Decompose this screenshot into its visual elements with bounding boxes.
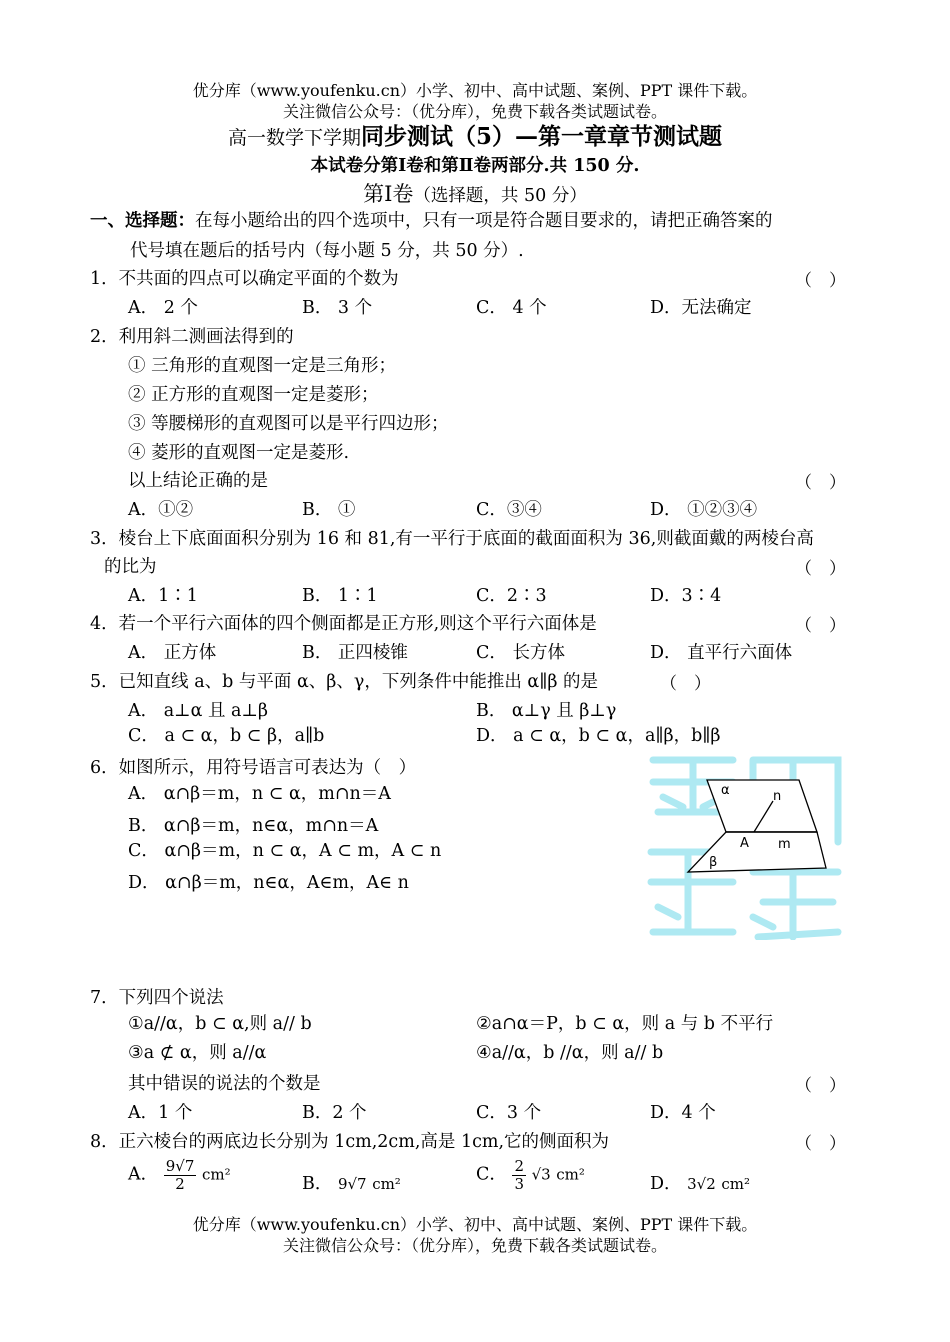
q4-text: 若一个平行六面体的四个侧面都是正方形,则这个平行六面体是 bbox=[118, 614, 597, 634]
q1-option-d: D．无法确定 bbox=[650, 298, 752, 318]
q7-option-a: A．1 个 bbox=[128, 1103, 193, 1123]
q8-option-b-value: 9√7 bbox=[337, 1175, 367, 1193]
label-m: m bbox=[778, 837, 791, 852]
q1-number: 1． bbox=[90, 269, 119, 289]
q1-option-a: A． 2 个 bbox=[128, 298, 198, 318]
footer-line-1: 优分库（www.youfenku.cn）小学、初中、高中试题、案例、PPT 课件下载。 bbox=[192, 1215, 758, 1234]
q2-statement-3: ③ 等腰梯形的直观图可以是平行四边形； bbox=[128, 414, 449, 434]
section-text-1: 在每小题给出的四个选项中，只有一项是符合题目要求的，请把正确答案的 bbox=[195, 211, 773, 231]
q8-option-a-fraction bbox=[164, 1158, 197, 1192]
q8-option-d-label: D． bbox=[650, 1174, 682, 1194]
q5-option-c: C． a ⊂ α，b ⊂ β，a∥b bbox=[128, 726, 325, 746]
q8-option-a-unit: cm² bbox=[201, 1165, 231, 1184]
q2-number: 2． bbox=[90, 327, 119, 347]
q8-option-b bbox=[302, 1170, 401, 1195]
q4-option-c: C． 长方体 bbox=[476, 643, 565, 663]
header-line-2: 关注微信公众号：（优分库），免费下载各类试题试卷。 bbox=[282, 102, 667, 121]
q8-option-d-unit: cm² bbox=[721, 1175, 750, 1193]
q3-option-a: A．1∶1 bbox=[128, 586, 198, 606]
q3-option-b: B． 1∶1 bbox=[302, 586, 378, 606]
q8-option-d-value: 3√2 bbox=[687, 1175, 716, 1193]
q4-option-d: D． 直平行六面体 bbox=[650, 643, 793, 663]
q4-answer-bracket: （ ） bbox=[795, 616, 846, 636]
label-beta: β bbox=[709, 855, 718, 870]
q1-text: 不共面的四点可以确定平面的个数为 bbox=[118, 269, 399, 289]
q6-option-b: B． α∩β＝m，n∈α，m∩n＝A bbox=[128, 816, 379, 836]
q4-option-b: B． 正四棱锥 bbox=[302, 643, 408, 663]
volume-note: （选择题，共 50 分） bbox=[413, 186, 587, 206]
q7-number: 7． bbox=[90, 988, 119, 1008]
q2-option-a: A．①② bbox=[128, 500, 194, 520]
q4-number: 4． bbox=[90, 614, 119, 634]
planes-diagram bbox=[643, 752, 848, 940]
q3-number: 3． bbox=[90, 529, 119, 549]
volume-heading bbox=[0, 178, 950, 208]
q5-answer-bracket: （ ） bbox=[660, 674, 711, 694]
q3-stem bbox=[90, 525, 814, 550]
q3-option-c: C．2∶3 bbox=[476, 586, 547, 606]
q6-number: 6． bbox=[90, 758, 119, 778]
q6-text: 如图所示，用符号语言可表达为（ ） bbox=[118, 758, 417, 778]
label-n: n bbox=[773, 789, 782, 804]
section-intro bbox=[90, 207, 773, 232]
q7-statement-3: ③a ⊄ α，则 a//α bbox=[128, 1043, 267, 1063]
q2-statement-1: ① 三角形的直观图一定是三角形； bbox=[128, 356, 397, 376]
q7-statement-4: ④a//α，b //α，则 a// b bbox=[476, 1043, 664, 1063]
q2-ask: 以上结论正确的是 bbox=[128, 471, 268, 491]
q6-stem bbox=[90, 754, 416, 779]
q8-number: 8． bbox=[90, 1132, 119, 1152]
q4-option-a: A． 正方体 bbox=[128, 643, 217, 663]
q5-stem bbox=[90, 668, 598, 693]
q4-stem bbox=[90, 610, 597, 635]
title-prefix: 高一数学下学期 bbox=[227, 127, 361, 149]
q2-statement-2: ② 正方形的直观图一定是菱形； bbox=[128, 385, 379, 405]
q5-text: 已知直线 a、b 与平面 α、β、γ，下列条件中能推出 α∥β 的是 bbox=[118, 672, 599, 692]
q5-number: 5． bbox=[90, 672, 119, 692]
q7-answer-bracket: （ ） bbox=[795, 1076, 846, 1096]
section-label: 一、选择题： bbox=[90, 211, 195, 231]
q7-statement-2: ②a∩α＝P，b ⊂ α，则 a 与 b 不平行 bbox=[476, 1014, 774, 1034]
q3-option-d: D．3∶4 bbox=[650, 586, 722, 606]
q7-text: 下列四个说法 bbox=[118, 988, 224, 1008]
title-main: 同步测试（5）—第一章章节测试题 bbox=[361, 123, 723, 150]
header-line-1: 优分库（www.youfenku.cn）小学、初中、高中试题、案例、PPT 课件下载。 bbox=[192, 81, 758, 100]
q8-stem bbox=[90, 1128, 609, 1153]
q7-stem bbox=[90, 984, 224, 1009]
footer-line-2: 关注微信公众号：（优分库），免费下载各类试题试卷。 bbox=[282, 1236, 667, 1255]
q6-option-d: D． α∩β＝m，n∈α，A∈m，A∈ n bbox=[128, 873, 409, 893]
q2-text: 利用斜二测画法得到的 bbox=[118, 327, 294, 347]
q6-option-a: A． α∩β＝m，n ⊂ α，m∩n＝A bbox=[128, 784, 391, 804]
q8-text: 正六棱台的两底边长分别为 1cm,2cm,高是 1cm,它的侧面积为 bbox=[118, 1132, 610, 1152]
q8-option-c-label: C． bbox=[476, 1164, 507, 1185]
q2-stem bbox=[90, 323, 294, 348]
q3-answer-bracket: （ ） bbox=[795, 559, 846, 579]
q1-option-b: B． 3 个 bbox=[302, 298, 373, 318]
q5-option-d: D． a ⊂ α，b ⊂ α，a∥β，b∥β bbox=[476, 726, 721, 746]
q8-option-c bbox=[476, 1158, 585, 1192]
q8-option-a bbox=[128, 1158, 231, 1192]
q3-text-2: 的比为 bbox=[104, 557, 157, 577]
q2-answer-bracket: （ ） bbox=[795, 473, 846, 493]
q8-option-c-numerator: 2 bbox=[514, 1157, 525, 1175]
q8-option-d bbox=[650, 1170, 750, 1195]
q7-option-d: D．4 个 bbox=[650, 1103, 716, 1123]
q8-option-c-radical: √3 bbox=[531, 1165, 551, 1184]
q7-option-c: C．3 个 bbox=[476, 1103, 542, 1123]
q7-option-b: B．2 个 bbox=[302, 1103, 367, 1123]
q8-option-b-unit: cm² bbox=[372, 1175, 401, 1193]
q8-option-c-fraction bbox=[512, 1158, 526, 1192]
q2-statement-4: ④ 菱形的直观图一定是菱形. bbox=[128, 443, 350, 463]
q2-option-c: C．③④ bbox=[476, 500, 542, 520]
label-A: A bbox=[740, 836, 749, 851]
q6-figure bbox=[643, 752, 848, 940]
q8-answer-bracket: （ ） bbox=[795, 1134, 846, 1154]
q5-option-a: A． a⊥α 且 a⊥β bbox=[128, 701, 269, 721]
q8-option-c-unit: cm² bbox=[556, 1165, 585, 1184]
subtitle: 本试卷分第Ⅰ卷和第Ⅱ卷两部分.共 150 分. bbox=[310, 156, 640, 176]
q7-ask: 其中错误的说法的个数是 bbox=[128, 1074, 321, 1094]
q1-stem bbox=[90, 265, 399, 290]
q2-option-b: B． ① bbox=[302, 500, 356, 520]
q3-text-1: 棱台上下底面面积分别为 16 和 81,有一平行于底面的截面面积为 36,则截面戴的两棱台高 bbox=[118, 529, 814, 549]
q1-option-c: C． 4 个 bbox=[476, 298, 547, 318]
q8-option-b-label: B． bbox=[302, 1174, 333, 1194]
q5-option-b: B． α⊥γ 且 β⊥γ bbox=[476, 701, 617, 721]
q6-option-c: C． α∩β＝m，n ⊂ α，A ⊂ m，A ⊂ n bbox=[128, 841, 442, 861]
q8-option-a-denominator: 2 bbox=[175, 1174, 185, 1193]
q8-option-a-numerator: 9√7 bbox=[165, 1157, 195, 1175]
q8-option-c-denominator: 3 bbox=[514, 1174, 525, 1193]
page-title bbox=[0, 118, 950, 151]
q7-statement-1: ①a//α，b ⊂ α,则 a// b bbox=[128, 1014, 312, 1034]
label-alpha: α bbox=[721, 783, 730, 798]
q8-option-a-label: A． bbox=[128, 1164, 159, 1185]
section-text-2: 代号填在题后的括号内（每小题 5 分，共 50 分）. bbox=[130, 241, 524, 261]
volume-title: 第Ⅰ卷 bbox=[363, 182, 414, 206]
q2-option-d: D． ①②③④ bbox=[650, 500, 758, 520]
q1-answer-bracket: （ ） bbox=[795, 271, 846, 291]
